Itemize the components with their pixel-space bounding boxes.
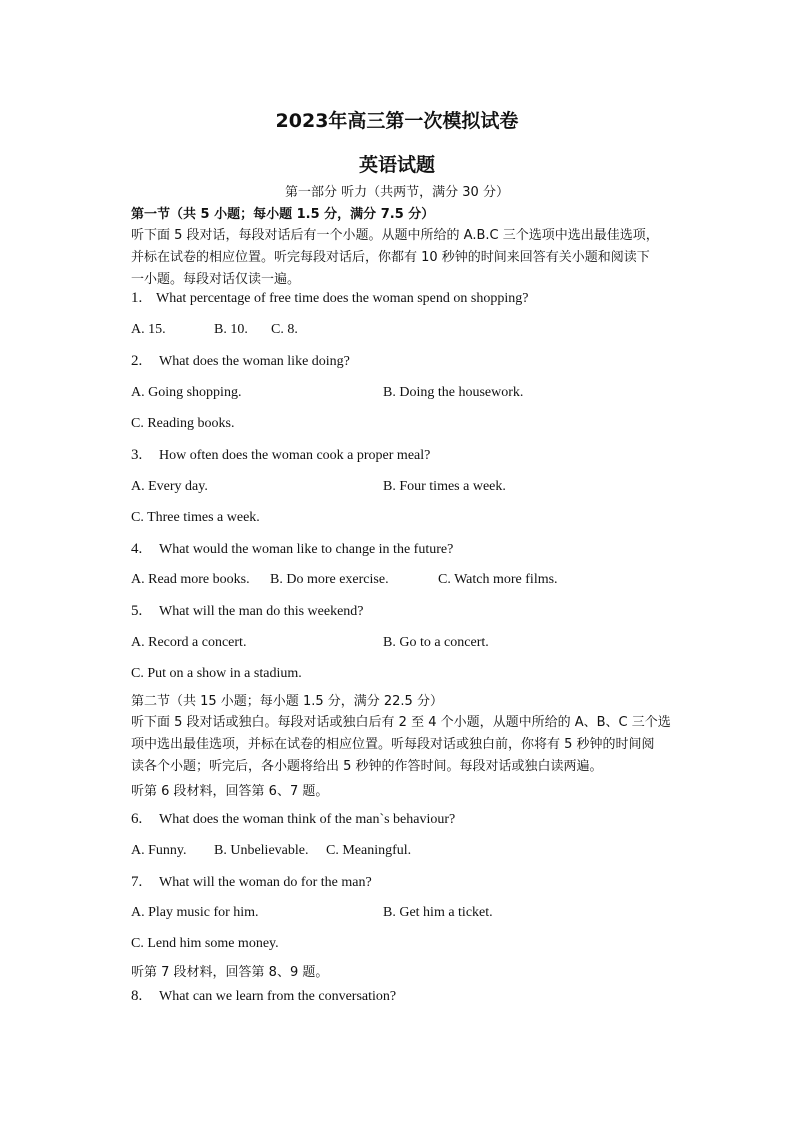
- instruction-line: 听下面 5 段对话，每段对话后有一个小题。从题中所给的 A.B.C 三个选项中选出最佳选项，: [131, 228, 659, 243]
- option-c: C. Lend him some money.: [131, 936, 279, 951]
- question-number: 1.: [131, 290, 143, 306]
- part-heading: 第一部分 听力（共两节，满分 30 分）: [285, 185, 509, 200]
- question-text: What does the woman think of the man`s behaviour?: [159, 812, 456, 827]
- option-c: C. Three times a week.: [131, 510, 260, 525]
- question-text: How often does the woman cook a proper meal?: [159, 448, 431, 463]
- instruction-line: 听下面 5 段对话或独白。每段对话或独白后有 2 至 4 个小题，从题中所给的 A、B、C 三个选: [131, 715, 671, 730]
- option-b: B. Do more exercise.: [270, 572, 389, 587]
- option-a: A. 15.: [131, 322, 166, 337]
- option-a: A. Every day.: [131, 479, 208, 494]
- question-number: 6.: [131, 811, 143, 827]
- material-6-note: 听第 6 段材料，回答第 6、7 题。: [131, 784, 329, 799]
- question-number: 2.: [131, 353, 143, 369]
- option-b: B. Go to a concert.: [383, 635, 489, 650]
- question-text: What percentage of free time does the woman spend on shopping?: [156, 291, 529, 306]
- instruction-line: 并标在试卷的相应位置。听完每段对话后，你都有 10 秒钟的时间来回答有关小题和阅读下: [131, 250, 650, 265]
- instruction-line: 项中选出最佳选项，并标在试卷的相应位置。听每段对话或独白前，你将有 5 秒钟的时间阅: [131, 737, 655, 752]
- section2-instructions: [131, 711, 671, 777]
- exam-title: 2023年高三第一次模拟试卷: [275, 110, 519, 132]
- question-text: What would the woman like to change in the future?: [159, 542, 454, 557]
- instruction-line: 读各个小题；听完后，各小题将给出 5 秒钟的作答时间。每段对话或独白读两遍。: [131, 759, 603, 774]
- option-a: A. Read more books.: [131, 572, 250, 587]
- option-b: B. Doing the housework.: [383, 385, 524, 400]
- instruction-line: 一小题。每段对话仅读一遍。: [131, 272, 301, 287]
- option-a: A. Record a concert.: [131, 635, 247, 650]
- question-text: What can we learn from the conversation?: [159, 989, 397, 1004]
- option-c: C. Watch more films.: [438, 572, 558, 587]
- section1-heading: 第一节（共 5 小题；每小题 1.5 分，满分 7.5 分）: [131, 207, 435, 222]
- material-7-note: 听第 7 段材料，回答第 8、9 题。: [131, 965, 329, 980]
- option-b: B. Get him a ticket.: [383, 905, 493, 920]
- option-a: A. Going shopping.: [131, 385, 242, 400]
- question-number: 5.: [131, 603, 143, 619]
- option-a: A. Funny.: [131, 843, 187, 858]
- question-text: What does the woman like doing?: [159, 354, 350, 369]
- question-number: 7.: [131, 874, 143, 890]
- option-b: B. Unbelievable.: [214, 843, 309, 858]
- option-c: C. Reading books.: [131, 416, 235, 431]
- section2-heading: 第二节（共 15 小题；每小题 1.5 分，满分 22.5 分）: [131, 694, 443, 709]
- question-text: What will the man do this weekend?: [159, 604, 364, 619]
- question-text: What will the woman do for the man?: [159, 875, 372, 890]
- option-a: A. Play music for him.: [131, 905, 259, 920]
- option-c: C. Meaningful.: [326, 843, 412, 858]
- question-number: 8.: [131, 988, 143, 1004]
- question-number: 4.: [131, 541, 143, 557]
- option-c: C. Put on a show in a stadium.: [131, 666, 302, 681]
- section1-instructions: [131, 224, 659, 290]
- option-c: C. 8.: [271, 322, 298, 337]
- exam-subtitle: 英语试题: [358, 154, 435, 176]
- option-b: B. Four times a week.: [383, 479, 506, 494]
- question-number: 3.: [131, 447, 143, 463]
- option-b: B. 10.: [214, 322, 248, 337]
